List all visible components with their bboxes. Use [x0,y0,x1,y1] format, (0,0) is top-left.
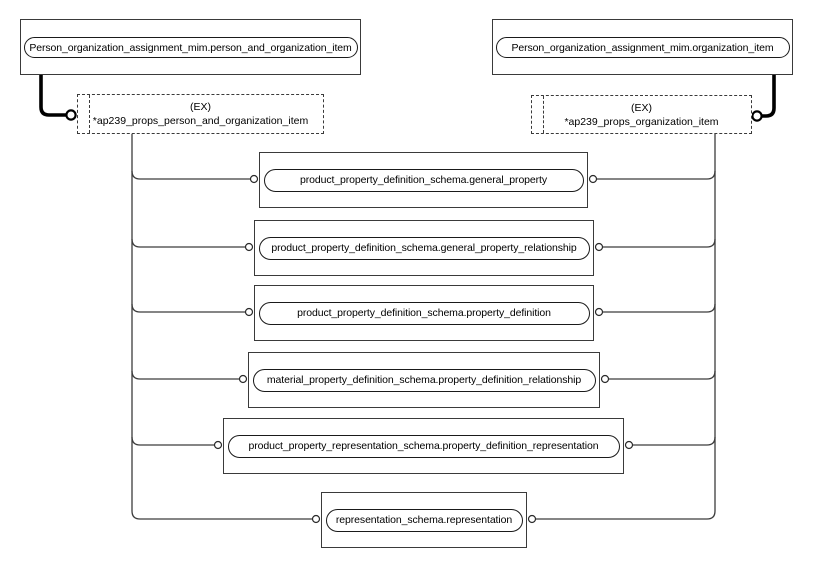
node-property-definition-relationship [248,352,600,408]
node-label: material_property_definition_schema.property_definition_relationship [266,374,582,386]
stadium-shape [228,435,620,458]
left-thick-connector-line [41,75,66,115]
stadium-shape [259,237,590,260]
select-box-tag: (EX) [631,102,652,114]
open-circle-icon [602,376,609,383]
right-branch-line [609,371,715,379]
select-box-ap239-props-person-and-organization-item [77,94,324,134]
open-circle-icon [626,442,633,449]
left-branch-line [132,304,245,312]
right-branch-line [603,304,715,312]
open-circle-icon [596,244,603,251]
left-branch-line [132,371,239,379]
stadium-shape [326,509,523,532]
right-connector-end-circle-icon [752,111,761,120]
node-property-definition [254,285,594,341]
node-label: product_property_representation_schema.property_definition_representation [248,440,599,452]
right-branch-line [633,437,715,445]
node-property-definition-representation [223,418,624,474]
node-organization-item [492,19,793,75]
node-label: product_property_definition_schema.general_property_relationship [271,242,577,254]
select-box-tag: (EX) [190,101,211,113]
select-box-label: *ap239_props_organization_item [564,116,719,128]
node-general-property-relationship [254,220,594,276]
stadium-shape [24,37,358,58]
right-thick-connector-line [762,75,774,116]
stadium-shape [259,302,590,325]
node-representation [321,492,527,548]
open-circle-icon [313,516,320,523]
left-branch-line [132,437,214,445]
left-branch-line [132,239,245,247]
node-person-and-organization-item [20,19,361,75]
left-branch-line [132,171,250,179]
open-circle-icon [596,309,603,316]
select-box-ap239-props-organization-item [531,95,752,134]
open-circle-icon [240,376,247,383]
node-label: product_property_definition_schema.general_property [299,174,548,186]
select-box-label: *ap239_props_person_and_organization_item [92,115,309,127]
open-circle-icon [529,516,536,523]
open-circle-icon [251,176,258,183]
left-connector-end-circle-icon [66,110,75,119]
open-circle-icon [246,244,253,251]
node-label: Person_organization_assignment_mim.organization_item [511,41,774,54]
node-label: representation_schema.representation [335,514,513,526]
node-label: Person_organization_assignment_mim.person_and_organization_item [29,41,352,54]
open-circle-icon [590,176,597,183]
node-general-property [259,152,588,208]
right-branch-line [597,171,715,179]
open-circle-icon [215,442,222,449]
right-branch-line [603,239,715,247]
stadium-shape [264,169,584,192]
node-label: product_property_definition_schema.property_definition [297,307,551,319]
select-box-inner-rule [89,95,90,133]
open-circle-icon [246,309,253,316]
stadium-shape [253,369,596,392]
stadium-shape [496,37,790,58]
select-box-inner-rule [543,96,544,133]
